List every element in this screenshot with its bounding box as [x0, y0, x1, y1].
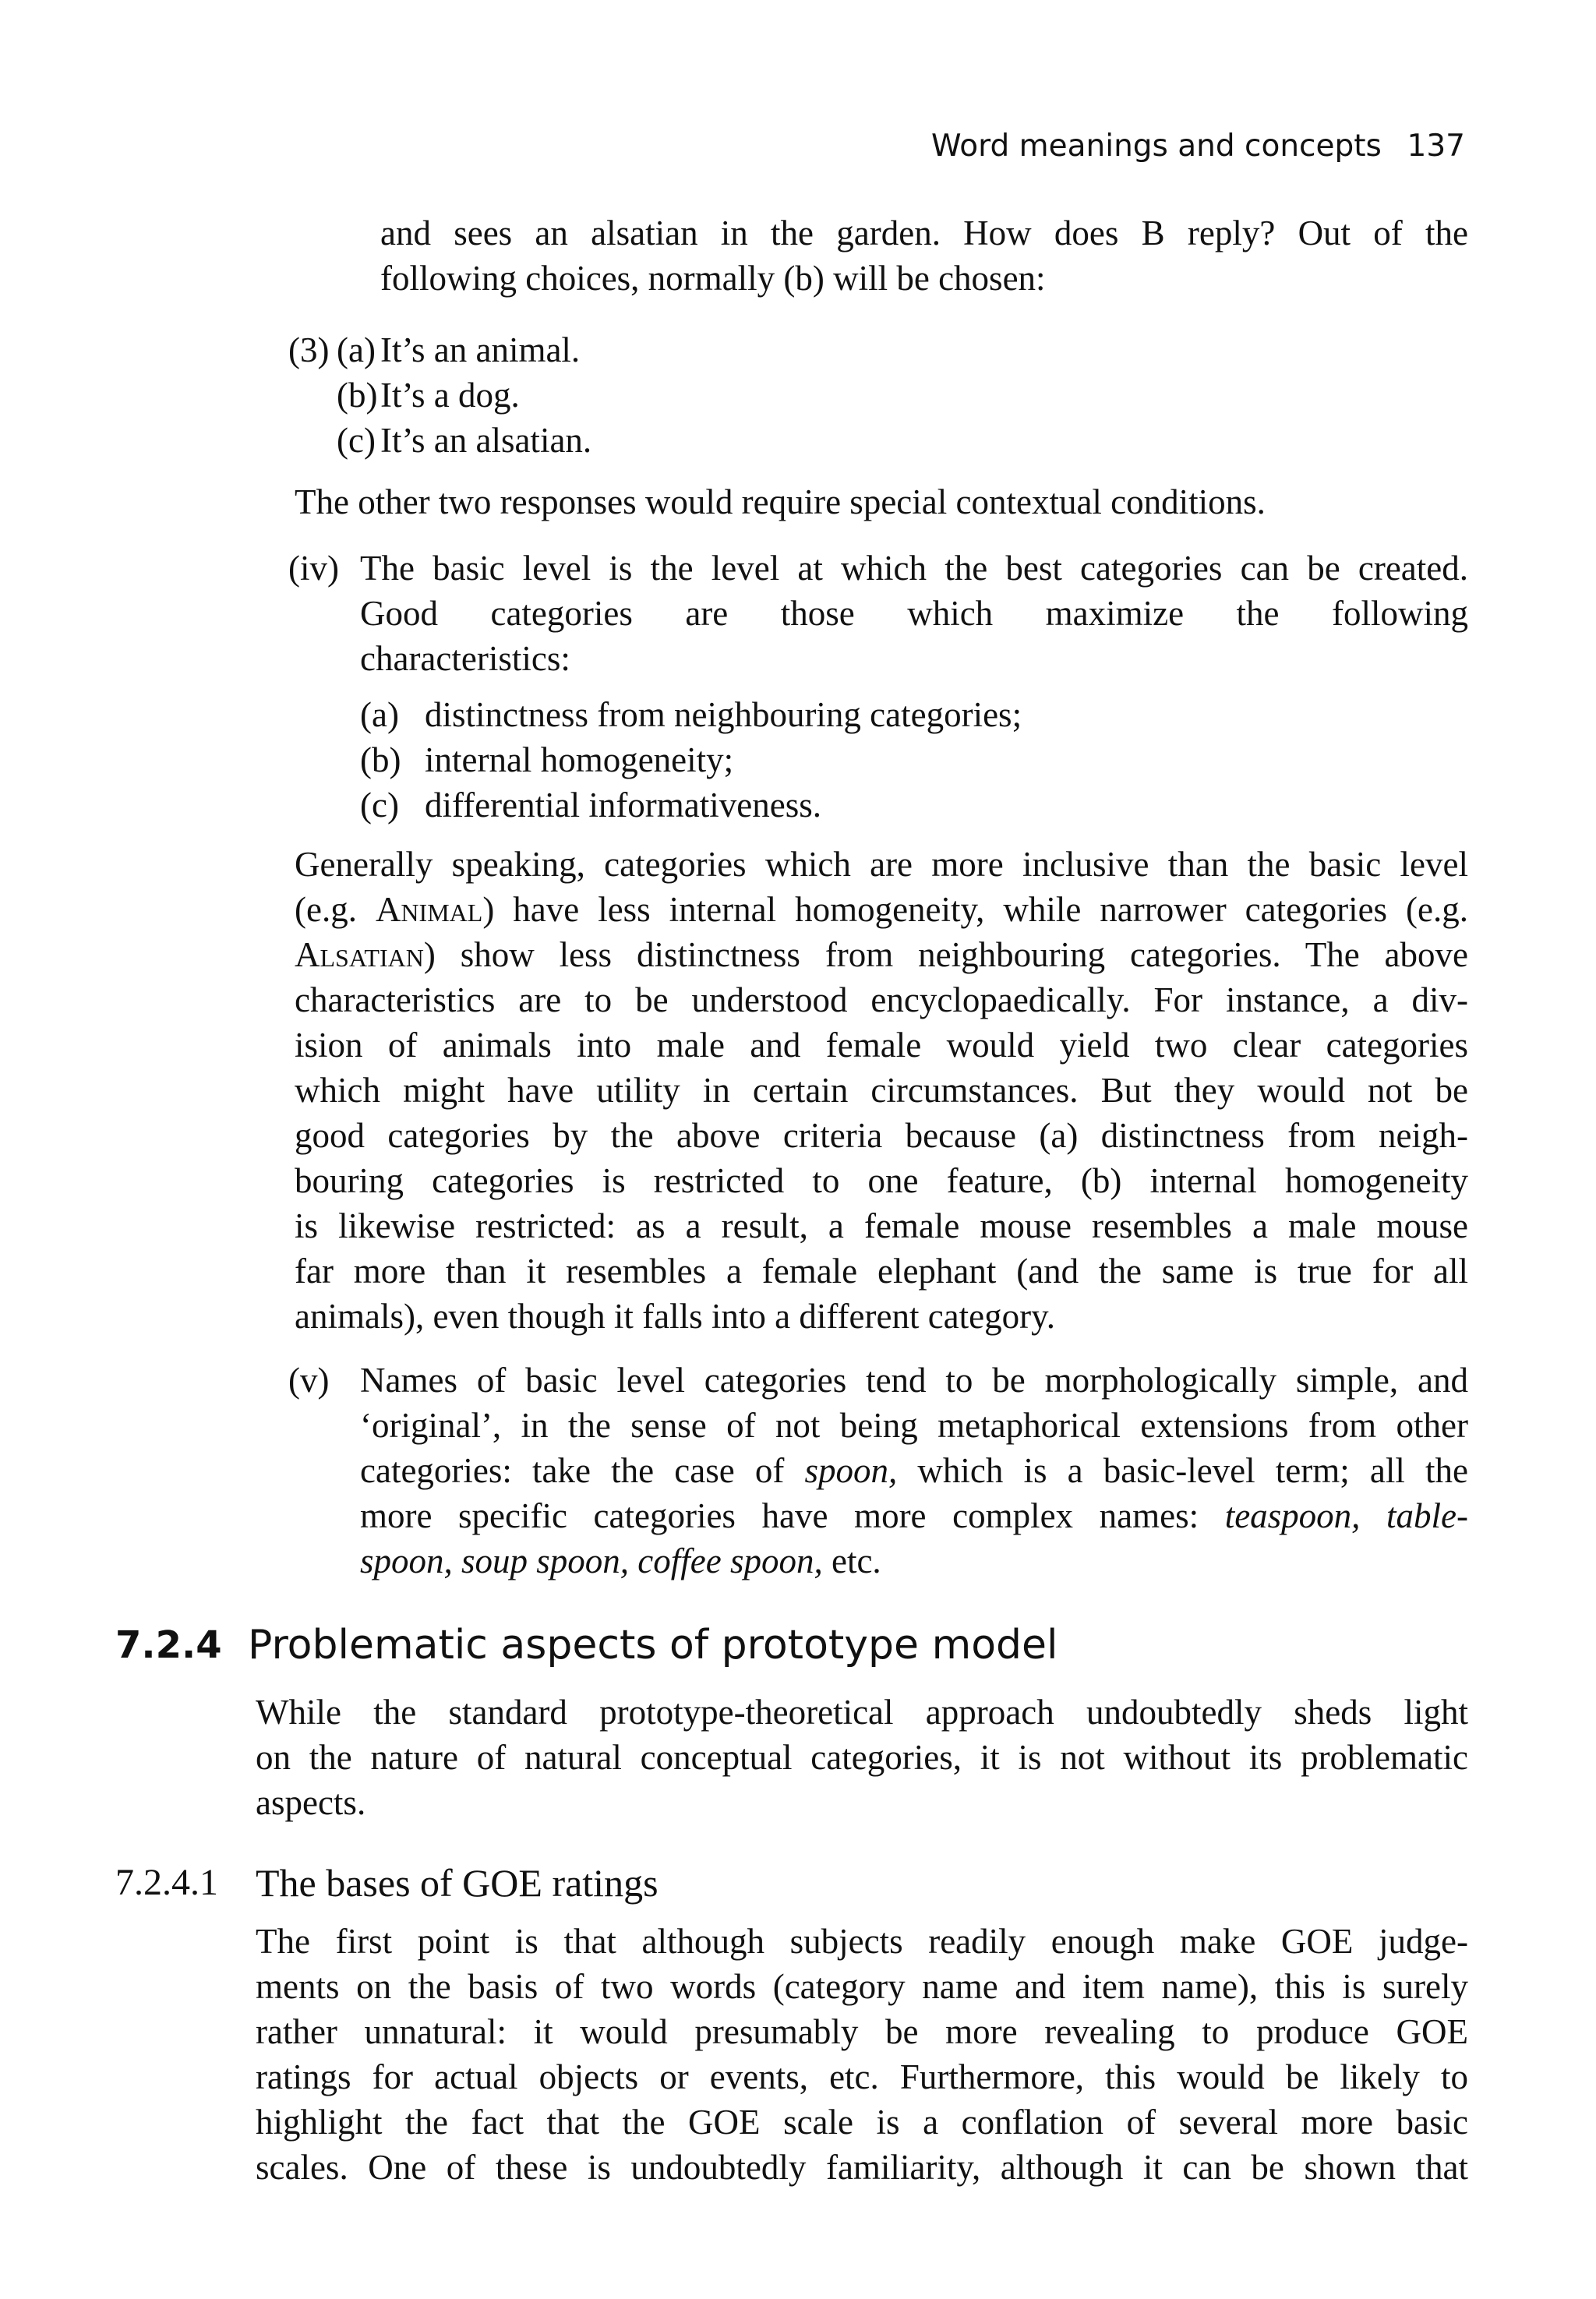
- text-line: scales. One of these is undoubtedly familiarity, although it can be shown that: [256, 2148, 1468, 2187]
- text-line: Generally speaking, categories which are more inclusive than the basic level: [295, 845, 1468, 884]
- text-line: Alsatian) show less distinctness from neighbouring categories. The above: [295, 935, 1468, 974]
- text-line: spoon, soup spoon, coffee spoon, etc.: [360, 1541, 881, 1580]
- example-item: It’s a dog.: [380, 376, 520, 415]
- example-item: It’s an animal.: [380, 330, 581, 369]
- text-line: ‘original’, in the sense of not being metaphorical extensions from other: [360, 1406, 1468, 1445]
- italic-term: table-: [1386, 1496, 1468, 1535]
- sub-item: distinctness from neighbouring categories;: [425, 695, 1022, 734]
- example-item: It’s an alsatian.: [380, 421, 592, 460]
- text-line: following choices, normally (b) will be chosen:: [380, 259, 1046, 298]
- point-label: (v): [288, 1361, 330, 1400]
- text-line: ments on the basis of two words (category name and item name), this is surely: [256, 1967, 1468, 2006]
- section-7241-body: [256, 1919, 1468, 2190]
- section-number: 7.2.4: [115, 1623, 222, 1667]
- sub-label: (b): [360, 740, 401, 779]
- example-label: (a): [337, 330, 376, 369]
- text-line: bouring categories is restricted to one feature, (b) internal homogeneity: [295, 1161, 1468, 1200]
- text-line: (e.g. Animal) have less internal homogeneity, while narrower categories (e.g.: [295, 890, 1468, 929]
- text-line: While the standard prototype-theoretical approach undoubtedly sheds light: [256, 1693, 1468, 1732]
- page-number: 137: [1407, 129, 1465, 164]
- text-line: good categories by the above criteria because (a) distinctness from neigh-: [295, 1116, 1468, 1155]
- italic-term: spoon,: [804, 1451, 898, 1490]
- paragraph-intro: [380, 210, 1468, 301]
- text-line: on the nature of natural conceptual categories, it is not without its problematic: [256, 1738, 1468, 1777]
- text-line: far more than it resembles a female elephant (and the same is true for all: [295, 1252, 1468, 1291]
- text-line: characteristics:: [360, 639, 570, 678]
- sub-label: (a): [360, 695, 399, 734]
- example-label: (b): [337, 376, 378, 415]
- text-line: highlight the fact that the GOE scale is a conflation of several more basic: [256, 2103, 1468, 2142]
- text-line: ratings for actual objects or events, etc. Furthermore, this would be likely to: [256, 2057, 1468, 2096]
- italic-term: teaspoon,: [1224, 1496, 1361, 1535]
- running-head: [931, 125, 1465, 168]
- running-head-title: Word meanings and concepts: [931, 129, 1382, 164]
- italic-term: spoon, soup spoon, coffee spoon,: [360, 1541, 823, 1580]
- point-iv-text: [360, 546, 1468, 681]
- text-line: aspects.: [256, 1783, 366, 1822]
- subsection-number: 7.2.4.1: [115, 1862, 218, 1903]
- text-line: The basic level is the level at which the best categories can be created.: [360, 549, 1468, 588]
- text-line: rather unnatural: it would presumably be more revealing to produce GOE: [256, 2012, 1468, 2051]
- small-caps-term: Alsatian: [295, 935, 424, 974]
- point-v-text: [360, 1358, 1468, 1584]
- example-label: (c): [337, 421, 376, 460]
- subsection-heading: The bases of GOE ratings: [256, 1861, 659, 1905]
- sub-item: internal homogeneity;: [425, 740, 734, 779]
- text-line: Good categories are those which maximize the following: [360, 594, 1468, 633]
- text-line: more specific categories have more complex names: teaspoon, table-: [360, 1496, 1468, 1535]
- text-line: which might have utility in certain circumstances. But they would not be: [295, 1071, 1468, 1110]
- paragraph-responses: The other two responses would require special contextual conditions.: [295, 482, 1266, 521]
- sub-label: (c): [360, 786, 399, 825]
- section-724-body: [256, 1690, 1468, 1825]
- text-line: is likewise restricted: as a result, a female mouse resembles a male mouse: [295, 1206, 1468, 1245]
- example-number: (3): [288, 330, 330, 369]
- text-line: characteristics are to be understood encyclopaedically. For instance, a div-: [295, 980, 1468, 1019]
- text-line: Names of basic level categories tend to be morphologically simple, and: [360, 1361, 1468, 1400]
- text-line: and sees an alsatian in the garden. How does B reply? Out of the: [380, 214, 1468, 253]
- sub-item: differential informativeness.: [425, 786, 821, 825]
- text-line: ision of animals into male and female would yield two clear categories: [295, 1026, 1468, 1065]
- paragraph-generally: [295, 842, 1468, 1339]
- small-caps-term: Animal: [375, 890, 483, 929]
- text-line: animals), even though it falls into a different category.: [295, 1297, 1055, 1336]
- text-line: The first point is that although subjects readily enough make GOE judge-: [256, 1922, 1468, 1961]
- point-label: (iv): [288, 549, 339, 588]
- section-heading: Problematic aspects of prototype model: [248, 1622, 1058, 1669]
- text-line: categories: take the case of spoon, which is a basic-level term; all the: [360, 1451, 1468, 1490]
